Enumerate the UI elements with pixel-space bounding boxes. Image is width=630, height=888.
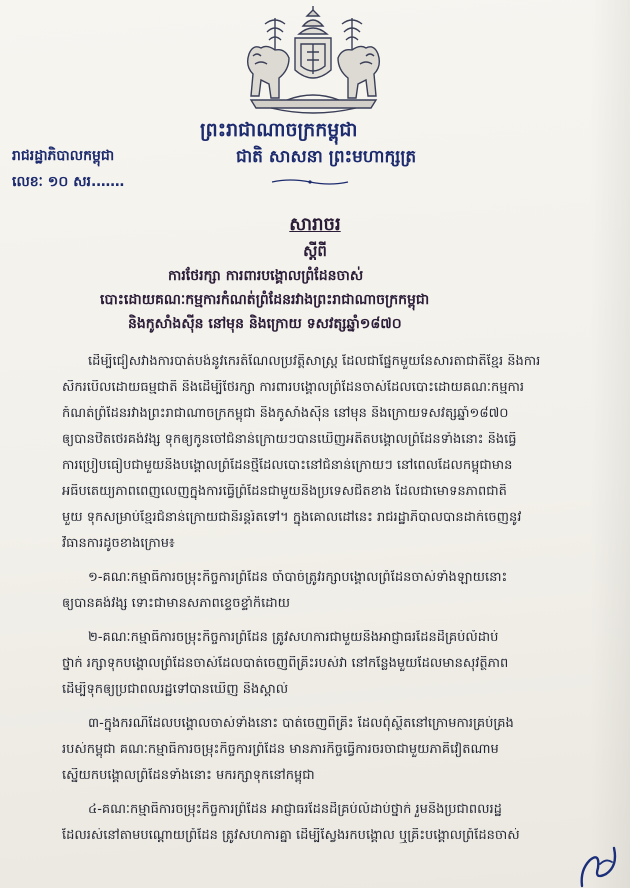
- paper-shadow: [590, 0, 630, 888]
- paragraph-line: កំណត់ព្រំដែនរវាងព្រះរាជាណាចក្រកម្ពុជា និងកូសាំងស៊ីន នៅមុន និងក្រោយទសវត្សឆ្នាំ១៨៧០: [62, 406, 509, 421]
- royal-emblem-icon: [231, 4, 396, 116]
- list-item-line: របស់កម្ពុជា គណៈកម្មាធិការចម្រុះកិច្ចការព្រំដែន មានភារកិច្ចធ្វើការចរចាជាមួយភាគីវៀតណាម: [62, 742, 499, 757]
- paragraph-line: អធិបតេយ្យភាពពេញលេញក្នុងការធ្វើព្រំដែនជាមួយនឹងប្រទេសជិតខាង ដែលជាមោទនភាពជាតិ: [62, 484, 507, 499]
- list-item-line: ដើម្បីទុកឲ្យប្រជាពលរដ្ឋទៅបានឃើញ និងស្គាល់: [62, 682, 289, 697]
- list-item-line: ៤-គណៈកម្មាធិការចម្រុះកិច្ចការព្រំដែន អាជ្ញាធរដែនដីគ្រប់លំដាប់ថ្នាក់ រួមនឹងប្រជាពលរដ្ឋ: [88, 802, 502, 817]
- list-item-line: ១-គណៈកម្មាធិការចម្រុះកិច្ចការព្រំដែន ចាំបាច់ត្រូវរក្សាបង្គោលព្រំដែនចាស់ទាំងឡាយនោះ: [88, 570, 508, 585]
- list-item-line: ថ្នាក់ រក្សាទុកបង្គោលព្រំដែនចាស់ដែលបាត់ចេញពីគ្រឹះរបស់វា នៅកន្លែងមួយដែលមានសុវត្ថិភាព: [62, 656, 509, 671]
- list-item-line: ២-គណៈកម្មាធិការចម្រុះកិច្ចការព្រំដែន ត្រូវសហការជាមួយនឹងអាជ្ញាធរដែនដីគ្រប់លំដាប់: [88, 630, 499, 645]
- list-item-line: ៣-ក្នុងករណីដែលបង្គោលចាស់ទាំងនោះ បាត់ចេញពីគ្រឹះ ដែលពុំស្ថិតនៅក្រោមការគ្រប់គ្រង: [88, 716, 514, 731]
- handwritten-initial-icon: [560, 808, 630, 888]
- ornament-divider-icon: [270, 178, 350, 186]
- paragraph-line: ដើម្បីជៀសវាងការបាត់បង់នូវកេរតំណែលប្រវត្តិសាស្ត្រ ដែលជាផ្នែកមួយនៃសារតាជាតិខ្មែរ និងការ: [88, 354, 541, 369]
- subject-label: ស្តីពី: [303, 242, 327, 260]
- issuing-authority: រាជរដ្ឋាភិបាលកម្ពុជា: [12, 148, 115, 164]
- kingdom-title: ព្រះរាជាណាចក្រកម្ពុជា: [200, 119, 358, 141]
- subject-line: ការថែរក្សា ការពារបង្គោលព្រំដែនចាស់: [168, 268, 364, 284]
- paragraph-line: មួយ ទុកសម្រាប់ខ្មែរជំនាន់ក្រោយជានិរន្តរ៍តទៅ។ ក្នុងគោលដៅនេះ រាជរដ្ឋាភិបាលបានដាក់ចេញនូវ: [62, 510, 522, 525]
- list-item-line: ស្នើយកបង្គោលព្រំដែនទាំងនោះ មករក្សាទុកនៅកម្ពុជា: [62, 768, 315, 783]
- document-number: លេខៈ ១០ សរ.……: [12, 174, 125, 190]
- paragraph-line: វិធានការដូចខាងក្រោម៖: [62, 536, 175, 551]
- paragraph-line: សិករបើលដោយធម្មជាតិ និងដើម្បីថែរក្សា ការពារបង្គោលព្រំដែនចាស់ដែលបោះដោយគណៈកម្មការ: [62, 380, 524, 395]
- paragraph-line: ការប្រៀបធៀបជាមួយនឹងបង្គោលព្រំដែនថ្មីដែលបោះនៅជំនាន់ក្រោយៗ នៅពេលដែលកម្ពុជាមាន: [62, 458, 513, 473]
- subject-line: និងកូសាំងស៊ីន នៅមុន និងក្រោយ ទសវត្សឆ្នាំ១៨៧០: [128, 316, 402, 332]
- subject-line: បោះដោយគណៈកម្មការកំណត់ព្រំដែនរវាងព្រះរាជាណាចក្រកម្ពុជា: [100, 292, 430, 308]
- list-item-line: ឲ្យបានគង់វង្ស ទោះជាមានសភាពខ្ទេចខ្ទាំក៏ដោយ: [62, 596, 291, 611]
- paragraph-line: ឲ្យបានឋិតថេរគង់វង្ស ទុកឲ្យកូនចៅជំនាន់ក្រោយៗបានឃើញអតីតបង្គោលព្រំដែនទាំងនោះ និងធ្វើ: [62, 432, 517, 447]
- document-type: សារាចរ: [289, 214, 341, 235]
- list-item-line: ដែលរស់នៅតាមបណ្តោយព្រំដែន ត្រូវសហការគ្នា ដើម្បីស្វែងរកបង្គោល ឬគ្រឹះបង្គោលព្រំដែនចាស់: [62, 828, 520, 843]
- national-motto: ជាតិ សាសនា ព្រះមហាក្សត្រ: [236, 147, 417, 167]
